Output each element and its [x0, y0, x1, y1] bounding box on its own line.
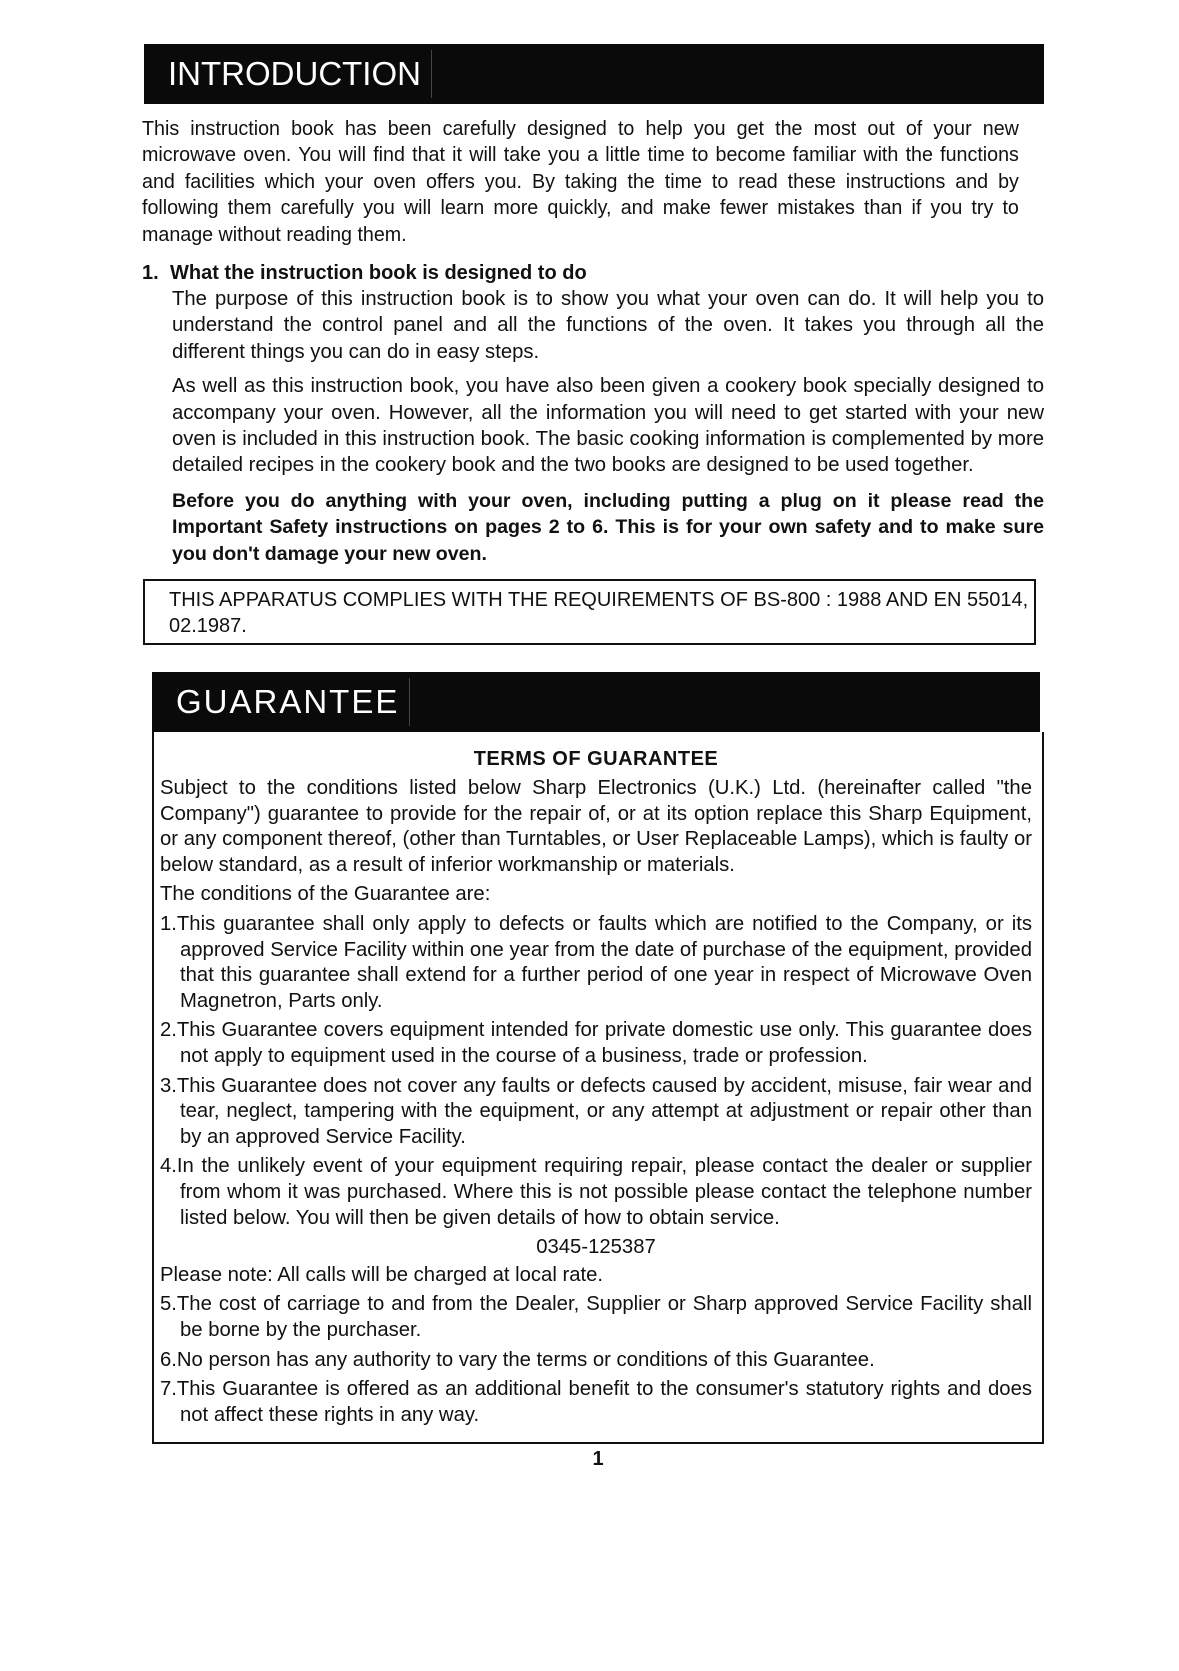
- condition-item: 3.This Guarantee does not cover any faults or defects caused by accident, misuse, fair wear and tear, neglect, tampering with the equipment, or any attempt at adjustment or repair other than by an approved Service Facility.: [160, 1074, 1032, 1148]
- condition-item: 6.No person has any authority to vary the terms or conditions of this Guarantee.: [160, 1348, 875, 1371]
- item-heading: [142, 260, 1046, 286]
- introduction-paragraph: This instruction book has been carefully designed to help you get the most out of your new microwave oven. You will find that it will take you a little time to become familiar with the functions and facilities which your oven offers you. By taking the time to read these instructions and by following them carefully you will learn more quickly, and make fewer mistakes than if you try to manage without reading them.: [142, 118, 1019, 246]
- conditions-label: The conditions of the Guarantee are:: [160, 883, 491, 906]
- guarantee-heading: GUARANTEE: [164, 678, 410, 726]
- condition-item: 5.The cost of carriage to and from the Dealer, Supplier or Sharp approved Service Facility shall be borne by the purchaser.: [160, 1293, 1032, 1341]
- item-paragraph: As well as this instruction book, you have also been given a cookery book specially designed to accompany your oven. However, all the information you will need to get started with your new oven is included in this instruction book. The basic cooking information is complemented by more detailed recipes in the cookery book and the two books are designed to be used together.: [172, 375, 1044, 477]
- item-title: What the instruction book is designed to do: [170, 262, 587, 285]
- page-number: 1: [592, 1448, 604, 1470]
- condition-item: 2.This Guarantee covers equipment intended for private domestic use only. This guarantee does not apply to equipment used in the course of a business, trade or profession.: [160, 1019, 1032, 1068]
- item-body: [172, 286, 1044, 567]
- guarantee-box: [152, 732, 1044, 1444]
- phone-number: 0345-125387: [536, 1236, 656, 1259]
- condition-item: 4.In the unlikely event of your equipment requiring repair, please contact the dealer or supplier from whom it was purchased. Where this is not possible please contact the telephone number listed below. You will then be given details of how to obtain service.: [160, 1155, 1032, 1229]
- terms-title: TERMS OF GUARANTEE: [473, 748, 719, 771]
- guarantee-heading-bar: [152, 672, 1040, 732]
- condition-item: 7.This Guarantee is offered as an additional benefit to the consumer's statutory rights and does not affect these rights in any way.: [160, 1378, 1032, 1426]
- condition-item: 1.This guarantee shall only apply to defects or faults which are notified to the Company, or its approved Service Facility within one year from the date of purchase of the equipment, provided that this guarantee shall extend for a further period of one year in respect of Microwave Oven Magnetron, Parts only.: [160, 913, 1032, 1012]
- introduction-heading: INTRODUCTION: [156, 50, 432, 98]
- calls-note: Please note: All calls will be charged at local rate.: [160, 1263, 604, 1286]
- safety-note: Before you do anything with your oven, including putting a plug on it please read the Important Safety instructions on pages 2 to 6. This is for your own safety and to make sure you don't damage your new oven.: [172, 489, 1044, 565]
- document-page: [142, 44, 1046, 1470]
- introduction-heading-bar: [144, 44, 1044, 104]
- item-number: 1.: [142, 262, 159, 285]
- item-paragraph: The purpose of this instruction book is to show you what your oven can do. It will help you to understand the control panel and all the functions of the oven. It takes you through all the different things you can do in easy steps.: [172, 288, 1044, 363]
- guarantee-intro: Subject to the conditions listed below Sharp Electronics (U.K.) Ltd. (hereinafter called "the Company") guarantee to provide for the repair of, or at its option replace this Sharp Equipment, or any component thereof, (other than Turntables, or User Replaceable Lamps), which is faulty or below standard, as a result of inferior workmanship or materials.: [160, 777, 1032, 876]
- compliance-box: THIS APPARATUS COMPLIES WITH THE REQUIREMENTS OF BS-800 : 1988 AND EN 55014, 02.1987.: [143, 579, 1036, 645]
